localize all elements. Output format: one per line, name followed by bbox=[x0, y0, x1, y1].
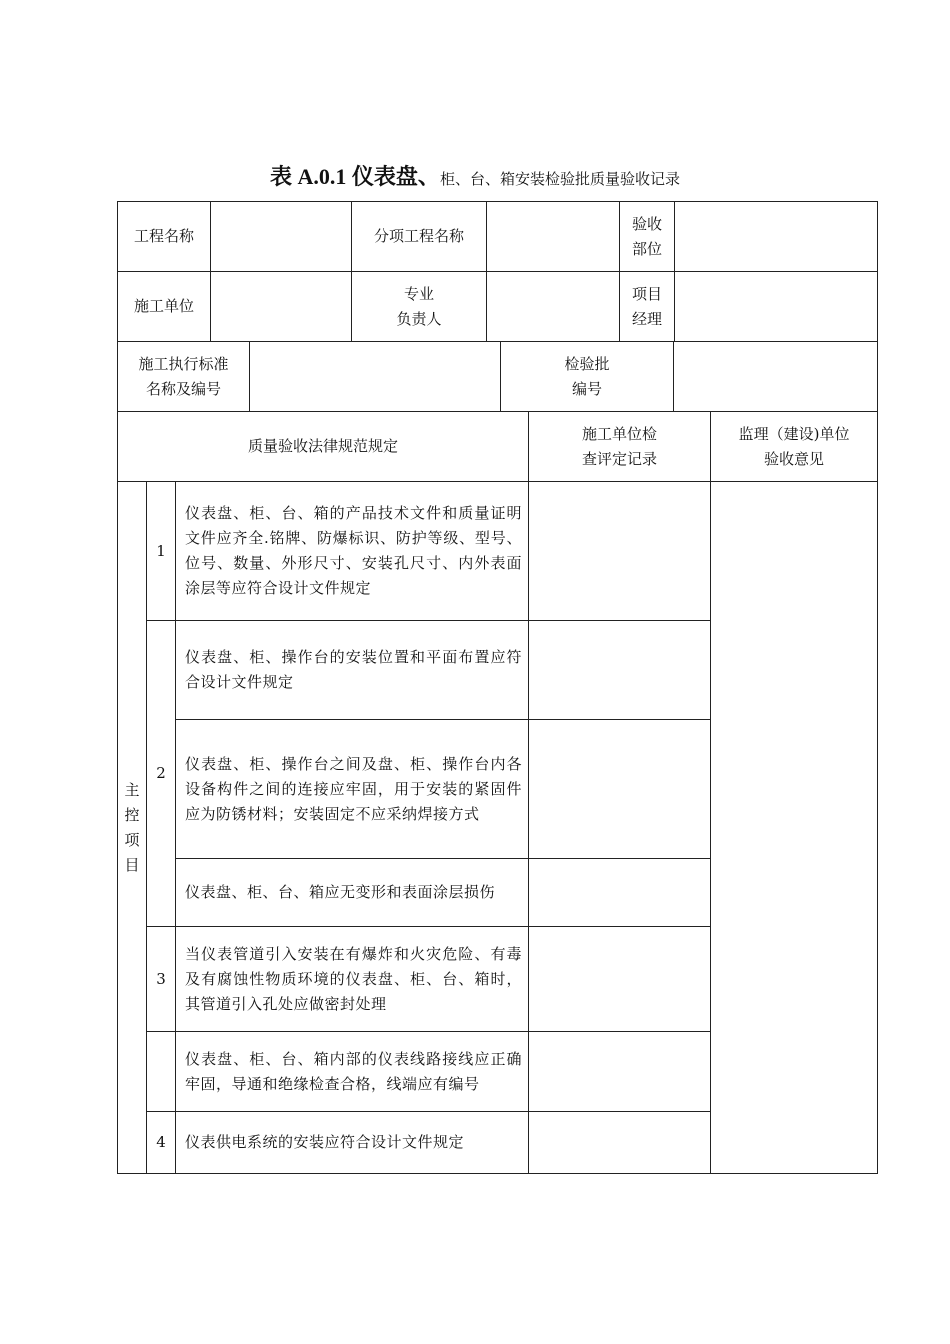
form-title-main: 表 A.0.1 仪表盘、 bbox=[270, 164, 440, 189]
supervision-opinion-cell[interactable] bbox=[711, 482, 878, 1174]
column-header-row bbox=[118, 412, 878, 482]
form-title bbox=[0, 160, 950, 191]
item-number: 4 bbox=[147, 1112, 176, 1174]
self-check-cell[interactable] bbox=[529, 1112, 711, 1174]
self-check-cell[interactable] bbox=[529, 1032, 711, 1112]
project-manager-label-line1: 项目 bbox=[631, 284, 662, 303]
supervision-header bbox=[711, 412, 878, 482]
construction-unit-label: 施工单位 bbox=[118, 272, 211, 342]
standard-value[interactable] bbox=[250, 342, 501, 412]
self-check-header-line1: 施工单位检 bbox=[582, 424, 658, 443]
project-manager-value[interactable] bbox=[675, 272, 878, 342]
batch-label-line2: 编号 bbox=[571, 379, 602, 398]
section-char: 项 bbox=[124, 830, 140, 849]
regulation-header: 质量验收法律规范规定 bbox=[118, 412, 529, 482]
item-requirement: 当仪表管道引入安装在有爆炸和火灾危险、有毒及有腐蚀性物质环境的仪表盘、柜、台、箱时，其管道引入孔处应做密封处理 bbox=[176, 927, 529, 1032]
acceptance-part-label-line1: 验收 bbox=[631, 214, 662, 233]
self-check-cell[interactable] bbox=[529, 720, 711, 859]
standard-label bbox=[118, 342, 250, 412]
batch-value[interactable] bbox=[674, 342, 878, 412]
supervision-header-line1: 监理（建设)单位 bbox=[738, 424, 850, 443]
item-requirement: 仪表盘、柜、操作台之间及盘、柜、操作台内各设备构件之间的连接应牢固，用于安装的紧固件应为防锈材料；安装固定不应采纳焊接方式 bbox=[176, 720, 529, 859]
header-frame bbox=[117, 201, 877, 1174]
acceptance-part-label-line2: 部位 bbox=[631, 239, 662, 258]
item-requirement: 仪表盘、柜、台、箱内部的仪表线路接线应正确牢固，导通和绝缘检查合格，线端应有编号 bbox=[176, 1032, 529, 1112]
standard-label-line1: 施工执行标准 bbox=[138, 354, 229, 373]
self-check-cell[interactable] bbox=[529, 859, 711, 927]
specialty-lead-label-line1: 专业 bbox=[403, 284, 434, 303]
inspection-table bbox=[117, 411, 878, 1174]
specialty-lead-value[interactable] bbox=[487, 272, 620, 342]
item-requirement: 仪表供电系统的安装应符合设计文件规定 bbox=[176, 1112, 529, 1174]
project-manager-label-line2: 经理 bbox=[631, 309, 662, 328]
self-check-cell[interactable] bbox=[529, 621, 711, 720]
item-requirement: 仪表盘、柜、台、箱的产品技术文件和质量证明文件应齐全.铭牌、防爆标识、防护等级、型号、位号、数量、外形尺寸、安装孔尺寸、内外表面涂层等应符合设计文件规定 bbox=[176, 482, 529, 621]
project-name-label: 工程名称 bbox=[118, 202, 211, 272]
item-number: 1 bbox=[147, 482, 176, 621]
table-row bbox=[118, 482, 878, 621]
construction-unit-value[interactable] bbox=[211, 272, 352, 342]
section-char: 控 bbox=[124, 805, 140, 824]
acceptance-part-label bbox=[620, 202, 675, 272]
batch-label bbox=[501, 342, 674, 412]
batch-label-line1: 检验批 bbox=[564, 354, 610, 373]
specialty-lead-label bbox=[352, 272, 487, 342]
item-number bbox=[147, 1032, 176, 1112]
item-requirement: 仪表盘、柜、台、箱应无变形和表面涂层损伤 bbox=[176, 859, 529, 927]
item-number: 2 bbox=[147, 621, 176, 927]
form-title-sub: 柜、台、箱安装检验批质量验收记录 bbox=[439, 170, 680, 188]
subitem-label: 分项工程名称 bbox=[352, 202, 487, 272]
supervision-header-line2: 验收意见 bbox=[764, 449, 825, 468]
header-table-standard bbox=[117, 341, 878, 412]
acceptance-part-value[interactable] bbox=[675, 202, 878, 272]
self-check-cell[interactable] bbox=[529, 482, 711, 621]
header-table-top bbox=[117, 201, 878, 342]
section-char: 主 bbox=[124, 780, 140, 799]
main-control-items-label bbox=[118, 482, 147, 1174]
item-requirement: 仪表盘、柜、操作台的安装位置和平面布置应符合设计文件规定 bbox=[176, 621, 529, 720]
project-manager-label bbox=[620, 272, 675, 342]
standard-label-line2: 名称及编号 bbox=[145, 379, 221, 398]
section-char: 目 bbox=[124, 855, 140, 874]
self-check-header bbox=[529, 412, 711, 482]
self-check-cell[interactable] bbox=[529, 927, 711, 1032]
item-number: 3 bbox=[147, 927, 176, 1032]
self-check-header-line2: 查评定记录 bbox=[582, 449, 658, 468]
specialty-lead-label-line2: 负责人 bbox=[396, 309, 442, 328]
subitem-value[interactable] bbox=[487, 202, 620, 272]
project-name-value[interactable] bbox=[211, 202, 352, 272]
